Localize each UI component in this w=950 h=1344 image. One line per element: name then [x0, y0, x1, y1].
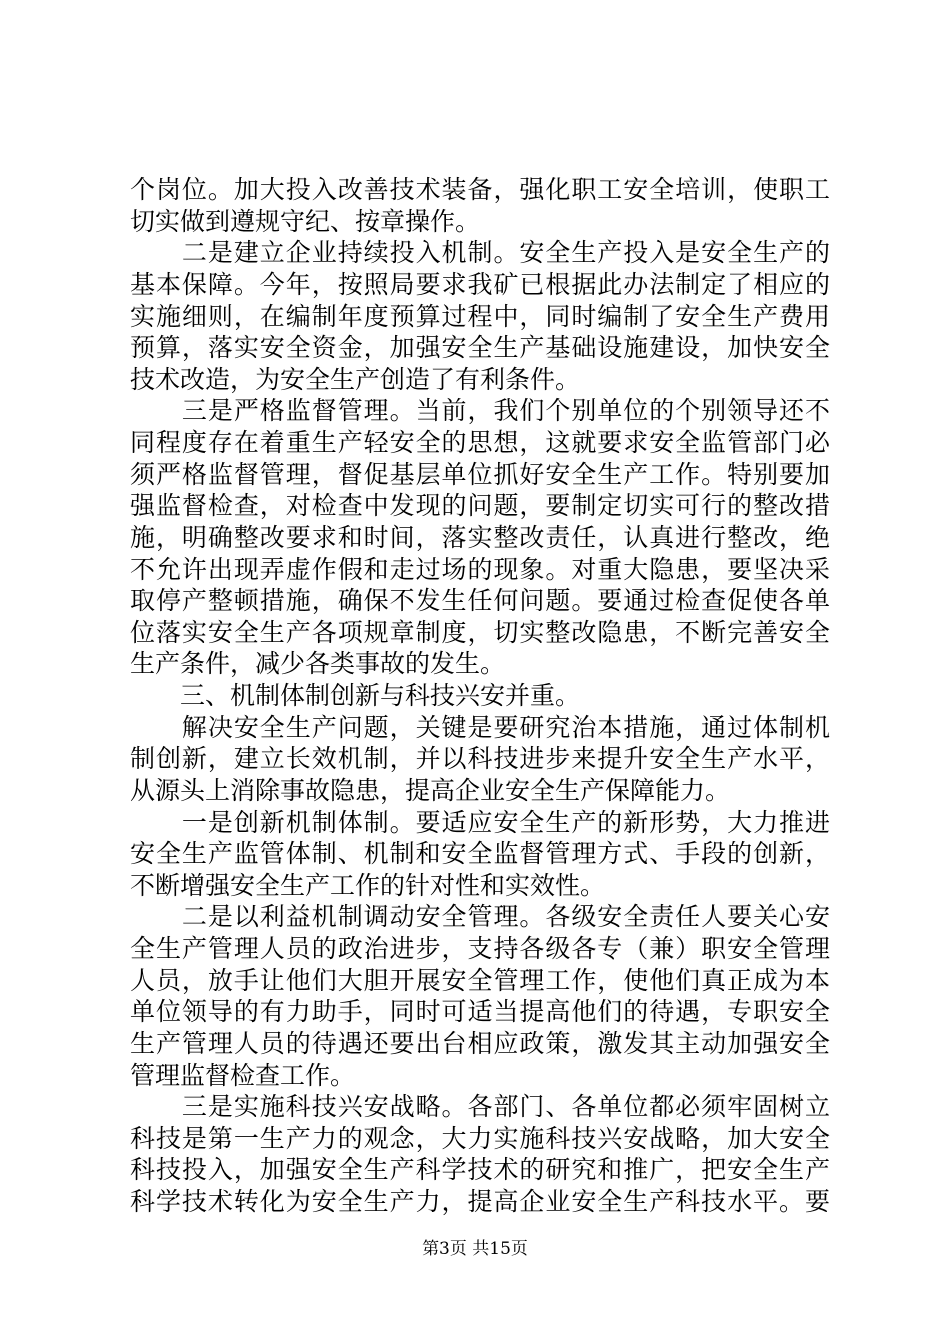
- page-footer: 第3页 共15页: [422, 1239, 528, 1259]
- text-line: 一是创新机制体制。要适应安全生产的新形势，大力推进: [130, 808, 830, 837]
- text-line: 切实做到遵规守纪、按章操作。: [130, 207, 481, 236]
- text-line: 预算，落实安全资金，加强安全生产基础设施建设，加快安全: [130, 333, 830, 362]
- text-line: 单位领导的有力助手，同时可适当提高他们的待遇，专职安全: [130, 997, 830, 1026]
- text-line: 强监督检查，对检查中发现的问题，要制定切实可行的整改措: [130, 491, 830, 520]
- text-line: 安全生产监管体制、机制和安全监督管理方式、手段的创新，: [130, 839, 830, 868]
- text-line: 基本保障。今年，按照局要求我矿已根据此办法制定了相应的: [130, 270, 830, 299]
- text-line: 同程度存在着重生产轻安全的思想，这就要求安全监管部门必: [130, 428, 830, 457]
- text-line: 取停产整顿措施，确保不发生任何问题。要通过检查促使各单: [130, 586, 830, 615]
- text-line: 二是建立企业持续投入机制。安全生产投入是安全生产的: [130, 238, 830, 267]
- text-line: 制创新，建立长效机制，并以科技进步来提升安全生产水平，: [130, 744, 830, 773]
- text-line: 须严格监督管理，督促基层单位抓好安全生产工作。特别要加: [130, 460, 830, 489]
- text-line: 人员，放手让他们大胆开展安全管理工作，使他们真正成为本: [130, 966, 830, 995]
- text-line: 生产条件，减少各类事故的发生。: [130, 649, 506, 678]
- text-line: 二是以利益机制调动安全管理。各级安全责任人要关心安: [130, 902, 830, 931]
- text-line: 实施细则，在编制年度预算过程中，同时编制了安全生产费用: [130, 302, 830, 331]
- text-line: 从源头上消除事故隐患，提高企业安全生产保障能力。: [130, 776, 731, 805]
- text-line: 三是实施科技兴安战略。各部门、各单位都必须牢固树立: [130, 1092, 830, 1121]
- text-line: 技术改造，为安全生产创造了有利条件。: [130, 365, 581, 394]
- text-line: 生产管理人员的待遇还要出台相应政策，激发其主动加强安全: [130, 1029, 830, 1058]
- text-line: 三是严格监督管理。当前，我们个别单位的个别领导还不: [130, 396, 830, 425]
- text-line: 管理监督检查工作。: [130, 1061, 356, 1090]
- section-heading: 三、机制体制创新与科技兴安并重。: [130, 681, 581, 710]
- text-line: 施，明确整改要求和时间，落实整改责任，认真进行整改，绝: [130, 523, 830, 552]
- text-line: 不断增强安全生产工作的针对性和实效性。: [130, 871, 606, 900]
- text-line: 解决安全生产问题，关键是要研究治本措施，通过体制机: [130, 713, 830, 742]
- text-line: 个岗位。加大投入改善技术装备，强化职工安全培训，使职工: [130, 175, 830, 204]
- text-line: 科学技术转化为安全生产力，提高企业安全生产科技水平。要: [130, 1187, 830, 1216]
- text-line: 不允许出现弄虚作假和走过场的现象。对重大隐患，要坚决采: [130, 555, 830, 584]
- text-line: 科技投入，加强安全生产科学技术的研究和推广，把安全生产: [130, 1155, 830, 1184]
- text-line: 全生产管理人员的政治进步，支持各级各专（兼）职安全管理: [130, 934, 830, 963]
- text-line: 位落实安全生产各项规章制度，切实整改隐患，不断完善安全: [130, 618, 830, 647]
- text-line: 科技是第一生产力的观念，大力实施科技兴安战略，加大安全: [130, 1124, 830, 1153]
